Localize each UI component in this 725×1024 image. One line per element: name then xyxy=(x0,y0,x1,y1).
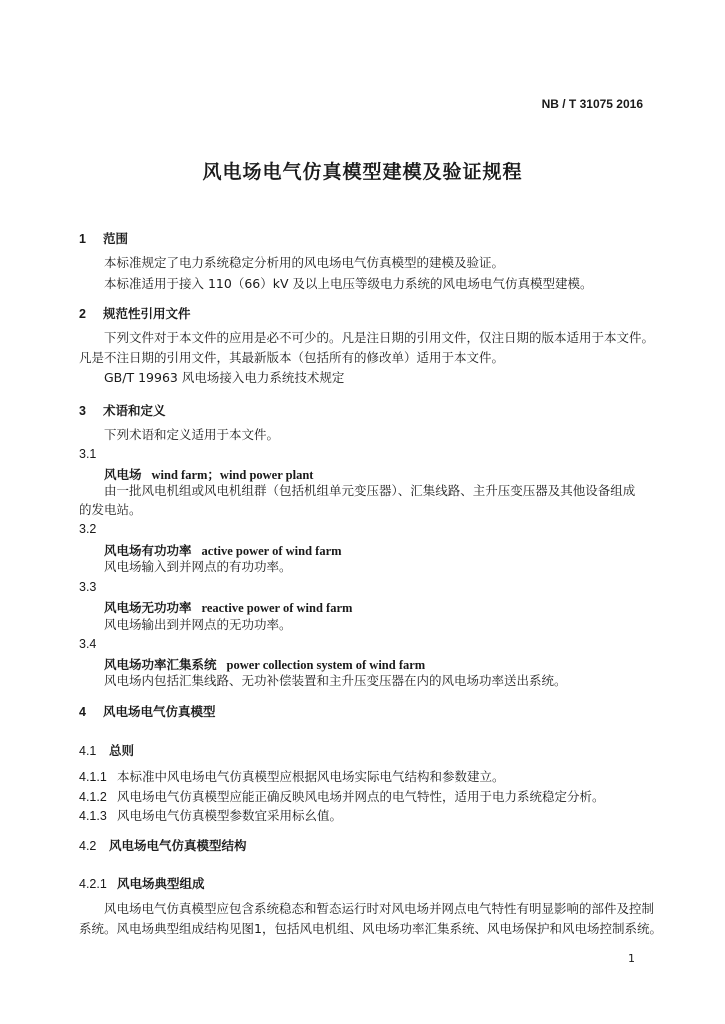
term-chinese: 风电场无功功率 xyxy=(104,600,192,615)
subsection-title: 风电场电气仿真模型结构 xyxy=(109,838,247,853)
term-english: active power of wind farm xyxy=(201,544,342,558)
clause-number: 4.2.1 xyxy=(79,877,107,891)
normative-reference: GB/T 19963 风电场接入电力系统技术规定 xyxy=(104,370,345,385)
term-english: reactive power of wind farm xyxy=(201,601,353,615)
paragraph: 本标准适用于接入 110（66）kV 及以上电压等级电力系统的风电场电气仿真模型建模。 xyxy=(104,276,593,291)
term-number: 3.4 xyxy=(79,637,97,651)
clause-text: 风电场电气仿真模型应能正确反映风电场并网点的电气特性，适用于电力系统稳定分析。 xyxy=(117,789,605,804)
section-3-heading xyxy=(79,401,166,419)
clause-number: 4.1.3 xyxy=(79,809,107,823)
clause-text: 本标准中风电场电气仿真模型应根据风电场实际电气结构和参数建立。 xyxy=(117,769,505,784)
term-entry xyxy=(104,465,313,483)
document-title: 风电场电气仿真模型建模及验证规程 xyxy=(202,161,523,183)
section-title: 风电场电气仿真模型 xyxy=(103,704,216,719)
clause-title: 风电场典型组成 xyxy=(117,876,205,891)
term-english: wind farm；wind power plant xyxy=(151,468,314,482)
clause-number: 4.1.1 xyxy=(79,770,107,784)
term-entry xyxy=(104,541,342,559)
clause-number: 4.1.2 xyxy=(79,790,107,804)
term-definition: 由一批风电机组或风电机组群（包括机组单元变压器）、汇集线路、主升压变压器及其他设备组成 xyxy=(104,483,636,498)
page-number: 1 xyxy=(628,952,635,965)
section-2-heading xyxy=(79,304,191,322)
clause-text: 风电场电气仿真模型参数宜采用标幺值。 xyxy=(117,808,343,823)
subsection-number: 4.2 xyxy=(79,839,97,853)
term-definition-continuation: 的发电站。 xyxy=(79,502,142,517)
clause-4-1-1 xyxy=(79,769,505,785)
paragraph: 本标准规定了电力系统稳定分析用的风电场电气仿真模型的建模及验证。 xyxy=(104,255,505,270)
term-english: power collection system of wind farm xyxy=(226,658,426,672)
paragraph-continuation: 凡是不注日期的引用文件，其最新版本（包括所有的修改单）适用于本文件。 xyxy=(79,350,505,365)
section-1-heading xyxy=(79,229,128,247)
term-definition: 风电场输入到并网点的有功功率。 xyxy=(104,559,292,574)
paragraph-continuation: 系统。风电场典型组成结构见图1，包括风电机组、风电场功率汇集系统、风电场保护和风电场控制系统。 xyxy=(79,921,662,936)
term-number: 3.2 xyxy=(79,522,97,536)
section-number: 1 xyxy=(79,232,86,246)
paragraph: 风电场电气仿真模型应包含系统稳态和暂态运行时对风电场并网点电气特性有明显影响的部件及控制 xyxy=(104,901,655,916)
section-number: 4 xyxy=(79,705,86,719)
clause-4-1-2 xyxy=(79,789,605,805)
clause-4-1-3 xyxy=(79,808,342,824)
section-title: 术语和定义 xyxy=(103,403,166,418)
paragraph: 下列文件对于本文件的应用是必不可少的。凡是注日期的引用文件，仅注日期的版本适用于本文件。 xyxy=(104,330,655,345)
section-number: 2 xyxy=(79,307,86,321)
standard-number: NB / T 31075 2016 xyxy=(541,97,643,111)
term-definition: 风电场内包括汇集线路、无功补偿装置和主升压变压器在内的风电场功率送出系统。 xyxy=(104,673,567,688)
term-chinese: 风电场有功功率 xyxy=(104,543,192,558)
term-definition: 风电场输出到并网点的无功功率。 xyxy=(104,617,292,632)
subsection-title: 总则 xyxy=(109,743,135,758)
term-entry xyxy=(104,655,425,673)
section-title: 规范性引用文件 xyxy=(103,306,191,321)
subsection-4-2-heading xyxy=(79,836,247,854)
paragraph: 下列术语和定义适用于本文件。 xyxy=(104,427,280,442)
term-entry xyxy=(104,598,352,616)
term-number: 3.1 xyxy=(79,447,97,461)
term-chinese: 风电场 xyxy=(104,467,142,482)
subsection-number: 4.1 xyxy=(79,744,97,758)
section-4-heading xyxy=(79,702,216,720)
term-number: 3.3 xyxy=(79,580,97,594)
term-chinese: 风电场功率汇集系统 xyxy=(104,657,217,672)
subsection-4-2-1-heading xyxy=(79,874,205,892)
section-title: 范围 xyxy=(103,231,129,246)
section-number: 3 xyxy=(79,404,86,418)
subsection-4-1-heading xyxy=(79,741,134,759)
